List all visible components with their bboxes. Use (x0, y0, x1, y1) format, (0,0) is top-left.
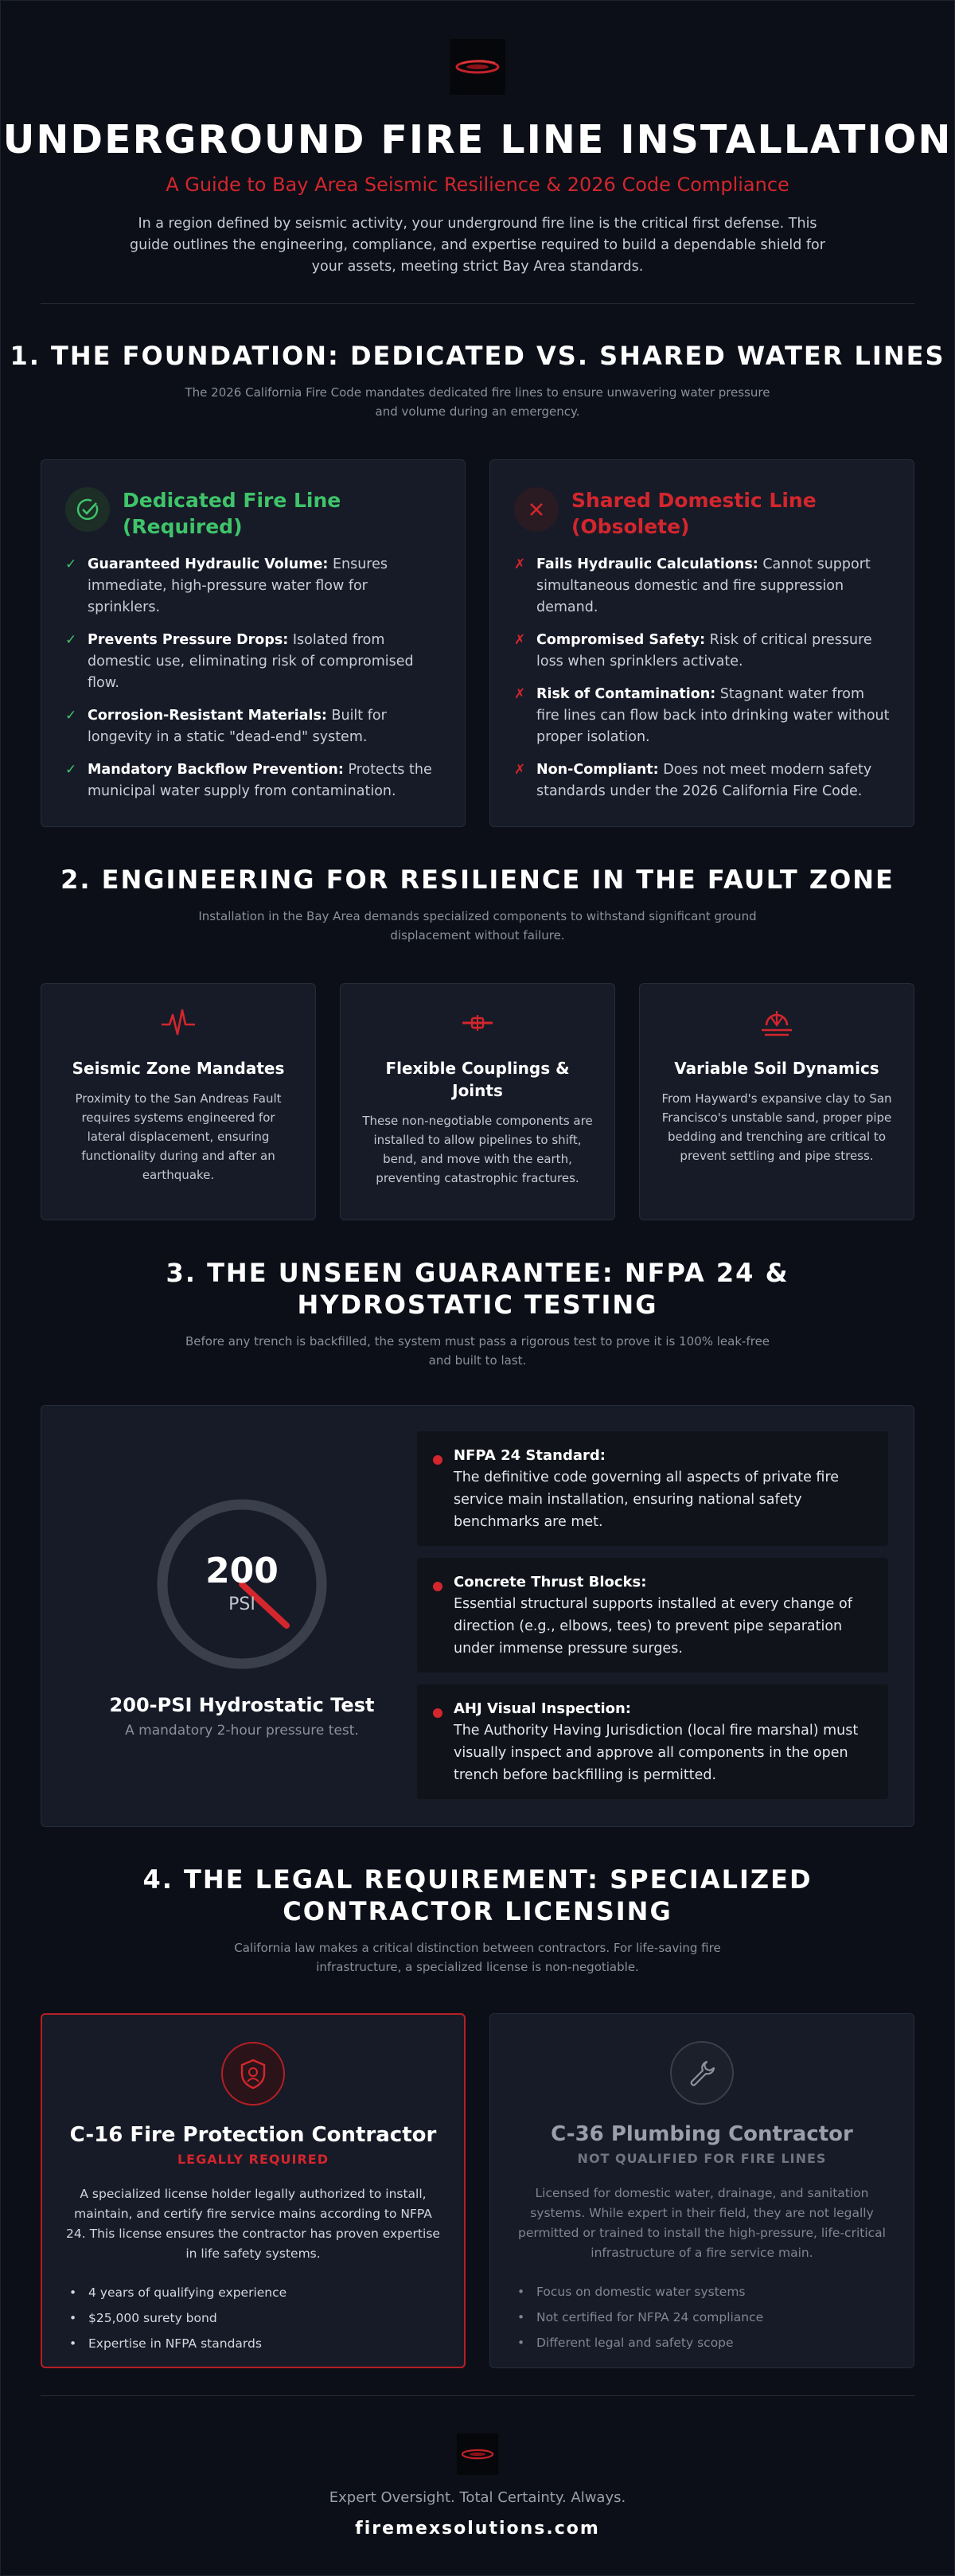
check-circle-icon (65, 487, 110, 532)
seismic-text: Proximity to the San Andreas Fault requires systems engineered for lateral displacement, ensuring functionality during and after an earthquake. (75, 1091, 282, 1182)
c36-scope-list (514, 2279, 890, 2355)
thrust-blocks-item (417, 1558, 888, 1672)
item-heading: Corrosion-Resistant Materials: (88, 708, 327, 724)
list-item: • Focus on domestic water systems (514, 2279, 890, 2305)
bullet-dot-icon (433, 1455, 442, 1465)
section-testing (1, 1257, 954, 1827)
fire-badge-icon (221, 2042, 285, 2106)
footer-website-link[interactable]: firemexsolutions.com (355, 2519, 600, 2539)
spec-title: Concrete Thrust Blocks: (454, 1574, 647, 1590)
item-heading: Mandatory Backflow Prevention: (88, 762, 344, 778)
page-intro: In a region defined by seismic activity, your underground fire line is the critical first defense. This guide outlines the engineering, compliance, and expertise required to build a dependable shield for your assets, meeting strict Bay Area standards. (130, 216, 825, 275)
item-heading: Fails Hydraulic Calculations: (536, 556, 758, 572)
hero (1, 39, 954, 278)
checkmark-icon: ✓ (65, 556, 77, 572)
footer-tagline: Expert Oversight. Total Certainty. Always. (329, 2489, 626, 2506)
test-requirements (417, 1431, 888, 1801)
list-item: • Different legal and safety scope (514, 2330, 890, 2355)
spec-text: Essential structural supports installed at every change of direction (e.g., elbows, tees) to prevent pipe separation under immense pressure surges. (454, 1596, 852, 1657)
spec-title: NFPA 24 Standard: (454, 1447, 606, 1464)
item-text: Built for longevity in a static "dead-end" system. (88, 708, 387, 745)
shared-line-title: Shared Domestic Line (Obsolete) (571, 489, 817, 538)
bullet-dot-icon (433, 1708, 442, 1718)
section-title: 3. THE UNSEEN GUARANTEE: NFPA 24 & HYDROSTATIC TESTING (166, 1258, 789, 1320)
item-heading: Guaranteed Hydraulic Volume: (88, 556, 329, 572)
section-title: 4. THE LEGAL REQUIREMENT: SPECIALIZED CONTRACTOR LICENSING (142, 1864, 813, 1926)
pressure-gauge-block (67, 1431, 417, 1801)
soil-icon (661, 1003, 893, 1043)
checkmark-icon: ✓ (65, 708, 77, 724)
comparison-cards (41, 459, 914, 827)
list-item (65, 554, 441, 619)
checkmark-icon: ✓ (65, 632, 77, 648)
item-text: Risk of critical pressure loss when sprinklers activate. (536, 632, 872, 669)
couplings-title: Flexible Couplings & Joints (385, 1059, 570, 1100)
divider (41, 2395, 914, 2396)
spec-text: The definitive code governing all aspects of private fire service main installation, ensuring national safety benchmarks are met. (454, 1469, 840, 1530)
shared-line-card (489, 459, 914, 827)
section-licensing (1, 1864, 954, 2368)
couplings-text: These non-negotiable components are installed to allow pipelines to shift, bend, and move with the earth, preventing catastrophic fractures. (362, 1114, 593, 1185)
soil-text: From Hayward's expansive clay to San Francisco's unstable sand, proper pipe bedding and trenching are critical to prevent settling and pipe stress. (661, 1091, 892, 1163)
x-mark-icon: ✗ (514, 556, 526, 572)
dedicated-line-title: Dedicated Fire Line (Required) (123, 489, 341, 538)
item-heading: Non-Compliant: (536, 762, 659, 778)
dedicated-benefits-list (65, 554, 441, 802)
list-item (65, 630, 441, 694)
list-item: • Expertise in NFPA standards (66, 2331, 440, 2356)
c36-title: C-36 Plumbing Contractor (551, 2122, 853, 2146)
spec-text: The Authority Having Jurisdiction (local fire marshal) must visually inspect and approve all components in the open trench before backfilling is permitted. (454, 1723, 859, 1783)
couplings-card (340, 983, 615, 1220)
company-logo (450, 39, 505, 95)
section-water-lines (1, 340, 954, 827)
section-intro: California law makes a critical distinction between contractors. For life-saving fire infrastructure, a specialized license is non-negotiable. (234, 1941, 721, 1974)
divider (41, 303, 914, 304)
page-title: UNDERGROUND FIRE LINE INSTALLATION (2, 117, 953, 162)
seismic-card (41, 983, 316, 1220)
item-text: Does not meet modern safety standards under the 2026 California Fire Code. (536, 762, 872, 799)
list-item (514, 630, 890, 673)
item-text: Stagnant water from fire lines can flow back into drinking water without proper isolation. (536, 686, 890, 745)
nfpa-24-item (417, 1431, 888, 1546)
license-cards (41, 2013, 914, 2368)
spec-title: AHJ Visual Inspection: (454, 1700, 631, 1717)
soil-title: Variable Soil Dynamics (674, 1059, 879, 1078)
list-item (65, 759, 441, 802)
gauge-unit: PSI (228, 1594, 255, 1614)
footer (1, 2434, 954, 2539)
soil-card (639, 983, 914, 1220)
seismograph-icon (62, 1003, 294, 1043)
section-title: 2. ENGINEERING FOR RESILIENCE IN THE FAULT ZONE (60, 865, 895, 895)
x-mark-icon: ✗ (514, 632, 526, 648)
c36-license-card (489, 2013, 914, 2368)
gauge-subtitle: A mandatory 2-hour pressure test. (125, 1723, 359, 1739)
item-text: Protects the municipal water supply from contamination. (88, 762, 432, 799)
list-item: • $25,000 surety bond (66, 2305, 440, 2331)
list-item: • Not certified for NFPA 24 compliance (514, 2305, 890, 2330)
item-heading: Risk of Contamination: (536, 686, 716, 702)
c16-description: A specialized license holder legally authorized to install, maintain, and certify fire service mains according to NFPA 24. This license ensures the contractor has proven expertise in life safety systems. (66, 2187, 440, 2261)
logo-mark-icon (460, 2446, 495, 2462)
bullet-dot-icon (433, 1582, 442, 1591)
shared-drawbacks-list (514, 554, 890, 802)
list-item (514, 684, 890, 748)
logo-mark-icon (454, 57, 501, 77)
gauge-value: 200 (205, 1551, 279, 1591)
section-intro: The 2026 California Fire Code mandates dedicated fire lines to ensure unwavering water pressure and volume during an emergency. (185, 385, 770, 419)
item-heading: Prevents Pressure Drops: (88, 632, 289, 648)
item-text: Cannot support simultaneous domestic and fire suppression demand. (536, 556, 871, 615)
seismic-title: Seismic Zone Mandates (72, 1059, 285, 1078)
section-resilience (1, 864, 954, 1220)
item-text: Isolated from domestic use, eliminating risk of compromised flow. (88, 632, 414, 691)
section-intro: Before any trench is backfilled, the system must pass a rigorous test to prove it is 100% leak-free and built to last. (185, 1334, 770, 1368)
item-text: Ensures immediate, high-pressure water flow for sprinklers. (88, 556, 388, 615)
list-item (514, 759, 890, 802)
c16-tag: LEGALLY REQUIRED (177, 2152, 329, 2167)
c16-requirements-list (66, 2280, 440, 2356)
section-intro: Installation in the Bay Area demands specialized components to withstand significant ground displacement without failure. (198, 909, 757, 943)
coupling-icon (361, 1003, 594, 1043)
hydrostatic-test-panel (41, 1405, 914, 1827)
footer-logo (457, 2434, 498, 2475)
pressure-gauge (153, 1495, 331, 1673)
c36-tag: NOT QUALIFIED FOR FIRE LINES (577, 2151, 827, 2166)
c16-license-card (41, 2013, 466, 2368)
dedicated-line-card (41, 459, 466, 827)
x-mark-icon: ✗ (514, 762, 526, 778)
x-circle-icon (514, 487, 559, 532)
resilience-cards (41, 983, 914, 1220)
page-subtitle: A Guide to Bay Area Seismic Resilience & 2026 Code Compliance (166, 174, 789, 196)
list-item (514, 554, 890, 619)
wrench-icon (670, 2041, 734, 2105)
gauge-title: 200-PSI Hydrostatic Test (109, 1694, 375, 1716)
checkmark-icon: ✓ (65, 762, 77, 778)
section-title: 1. THE FOUNDATION: DEDICATED VS. SHARED WATER LINES (10, 341, 945, 371)
ahj-inspection-item (417, 1684, 888, 1799)
c36-description: Licensed for domestic water, drainage, and sanitation systems. While expert in their field, they are not legally permitted or trained to install the high-pressure, life-critical infrastructure of a fire service main. (518, 2186, 886, 2260)
item-heading: Compromised Safety: (536, 632, 706, 648)
x-mark-icon: ✗ (514, 686, 526, 702)
list-item (65, 705, 441, 748)
list-item: • 4 years of qualifying experience (66, 2280, 440, 2305)
c16-title: C-16 Fire Protection Contractor (69, 2123, 437, 2147)
